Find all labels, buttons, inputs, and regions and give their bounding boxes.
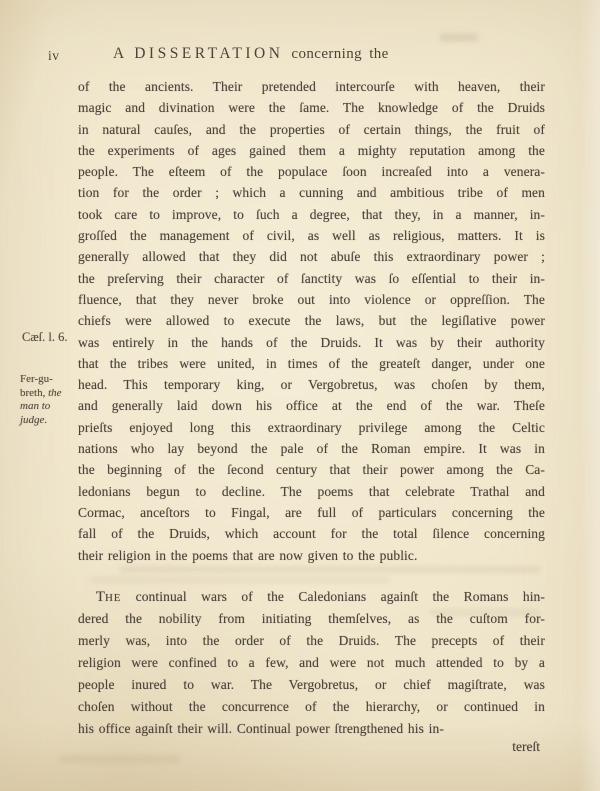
text-line: merly was, into the order of the Druids. The precepts of their [78,633,545,648]
text-line: ledonians begun to decline. The poems that celebrate Trathal and [78,483,545,499]
margin-note-fergubreth [20,373,80,427]
text-line: fall of the Druids, which account for the total ſilence concerning [78,526,545,542]
paragraph-1 [78,76,545,566]
margin-note-italic: man to judge. [20,400,51,426]
text-line: was entirely in the hands of the Druids. It was by their authority [78,334,545,350]
text-line: took care to improve, to ſuch a degree, that they, in a manner, in- [78,206,545,222]
show-through-mark [90,577,390,583]
text-line: choſen without the concurrence of the hierarchy, or continued in [78,699,545,714]
text-line: dered the nobility from initiating themſelves, as the cuſtom for- [78,611,545,626]
running-title [113,45,389,63]
text-line: his office againſt their will. Continual power ſtrengthened his in- [78,721,444,736]
text-line: fluence, that they never broke out into violence or oppreſſion. The [78,291,545,307]
word-initial-cap: T [96,589,105,605]
margin-note-line: breth, [20,386,49,399]
text-line: generally allowed that they did not abuſe this extraordinary power ; [78,249,545,265]
text-line: the experiments of ages gained them a mighty reputation among the [78,142,545,158]
text-line: of the ancients. Their pretended intercourſe with heaven, their [78,79,545,94]
running-title-rest: concerning the [291,46,389,62]
text-line: people inured to war. The Vergobretus, or chief magiſtrate, was [78,677,545,692]
margin-note-italic: the [48,386,62,399]
text-line: their religion in the poems that are now given to the public. [78,547,418,563]
text-line: the beginning of the ſecond century that their power among the Ca- [78,462,545,478]
margin-note-line: Fer-gu- [20,373,53,385]
word-smallcaps: HE [104,592,122,604]
text-line: people. The eſteem of the populace ſoon increaſed into a venera- [78,164,545,180]
margin-note-caesar-citation: Cæſ. l. 6. [22,330,68,344]
text-line: that the tribes were united, in times of the greateſt danger, under one [78,355,545,371]
running-title-caps: A DISSERTATION [113,45,284,62]
catchword: tereſt [512,739,540,754]
text-line: religion were confined to a few, and were not much attended to by a [78,655,545,670]
show-through-mark [60,755,180,763]
show-through-mark [440,33,478,42]
text-line: nations who lay beyond the pale of the Roman empire. It was in [78,441,545,457]
show-through-mark [120,566,540,573]
paragraph-2 [78,586,545,740]
text-line: and generally laid down his office at the end of the war. Theſe [78,398,545,414]
text-line: head. This temporary king, or Vergobretus, was choſen by them, [78,377,545,393]
text-line: prieſts enjoyed long this extraordinary privilege among the Celtic [78,419,545,435]
text-line: groſſed the management of civil, as well as religious, matters. It is [78,228,545,244]
page-number: iv [48,48,60,63]
text-line: tion for the order ; which a cunning and ambitious tribe of men [78,185,545,201]
text-line: magic and divination were the ſame. The knowledge of the Druids [78,100,545,116]
text-line: the preſerving their character of ſanctity was ſo eſſential to their in- [78,270,545,286]
first-line-text: continual wars of the Caledonians againſt the Romans hin- [121,589,545,604]
text-line: in natural cauſes, and the properties of certain things, the fruit of [78,121,545,137]
text-line: chiefs were allowed to execute the laws, but the legiſlative power [78,313,545,329]
text-line [78,586,545,608]
text-line: Cormac, anceſtors to Fingal, are full of particulars concerning the [78,504,545,520]
